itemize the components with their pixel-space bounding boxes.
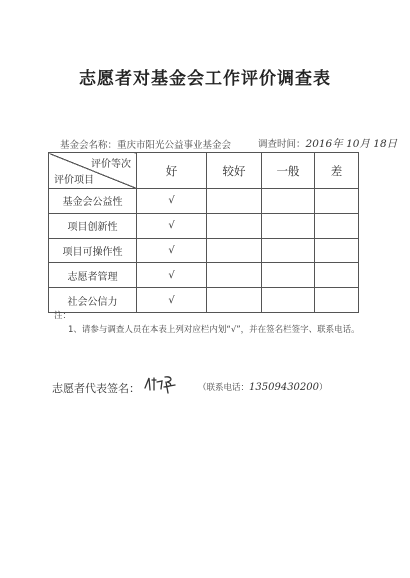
header-rating-label: 评价等次 — [91, 159, 131, 170]
mark-cell[interactable] — [262, 263, 315, 288]
phone-line — [198, 381, 328, 393]
table-header-row — [49, 153, 359, 189]
mark-cell[interactable] — [207, 213, 262, 238]
table-row — [49, 288, 359, 313]
mark-cell[interactable] — [262, 189, 315, 214]
row-label: 基金会公益性 — [49, 189, 137, 214]
evaluation-table — [48, 152, 359, 313]
note-item-1: 1、请参与调查人员在本表上列对应栏内划“√”，并在签名栏签字、联系电话。 — [68, 325, 360, 335]
row-label: 志愿者管理 — [49, 263, 137, 288]
signature-label: 志愿者代表签名： — [52, 382, 140, 395]
row-label: 社会公信力 — [49, 288, 137, 313]
table-row — [49, 189, 359, 214]
mark-cell[interactable] — [262, 213, 315, 238]
phone-close: ） — [319, 383, 328, 393]
row-label: 项目可操作性 — [49, 238, 137, 263]
mark-cell[interactable] — [262, 288, 315, 313]
mark-cell[interactable] — [207, 288, 262, 313]
mark-cell[interactable] — [262, 238, 315, 263]
column-header-good: 好 — [137, 153, 207, 189]
mark-cell[interactable]: √ — [137, 263, 207, 288]
phone-number: 13509430200 — [249, 382, 320, 393]
mark-cell[interactable] — [315, 288, 359, 313]
mark-cell[interactable]: √ — [137, 213, 207, 238]
form-title: 志愿者对基金会工作评价调查表 — [79, 69, 331, 89]
survey-date-line — [258, 136, 397, 151]
date-value: 2016年 10月 18日 — [305, 138, 398, 150]
handwritten-signature — [142, 372, 178, 394]
mark-cell[interactable]: √ — [137, 189, 207, 214]
mark-cell[interactable] — [207, 263, 262, 288]
column-header-fairly-good: 较好 — [207, 153, 262, 189]
notes-label: 注： — [54, 311, 72, 321]
foundation-name: 重庆市阳光公益事业基金会 — [117, 140, 232, 151]
mark-cell[interactable] — [315, 189, 359, 214]
mark-cell[interactable] — [315, 213, 359, 238]
phone-label: （联系电话： — [198, 383, 250, 393]
header-item-label: 评价项目 — [54, 175, 94, 186]
mark-cell[interactable] — [315, 238, 359, 263]
mark-cell[interactable]: √ — [137, 288, 207, 313]
date-label: 调查时间： — [258, 139, 306, 150]
column-header-poor: 差 — [315, 153, 359, 189]
column-header-average: 一般 — [262, 153, 315, 189]
table-row — [49, 213, 359, 238]
table-row — [49, 263, 359, 288]
foundation-label: 基金会名称： — [60, 140, 118, 151]
mark-cell[interactable] — [207, 189, 262, 214]
mark-cell[interactable] — [207, 238, 262, 263]
row-label: 项目创新性 — [49, 213, 137, 238]
foundation-line — [60, 137, 231, 151]
mark-cell[interactable] — [315, 263, 359, 288]
mark-cell[interactable]: √ — [137, 238, 207, 263]
header-diagonal-cell — [49, 153, 137, 189]
table-row — [49, 238, 359, 263]
